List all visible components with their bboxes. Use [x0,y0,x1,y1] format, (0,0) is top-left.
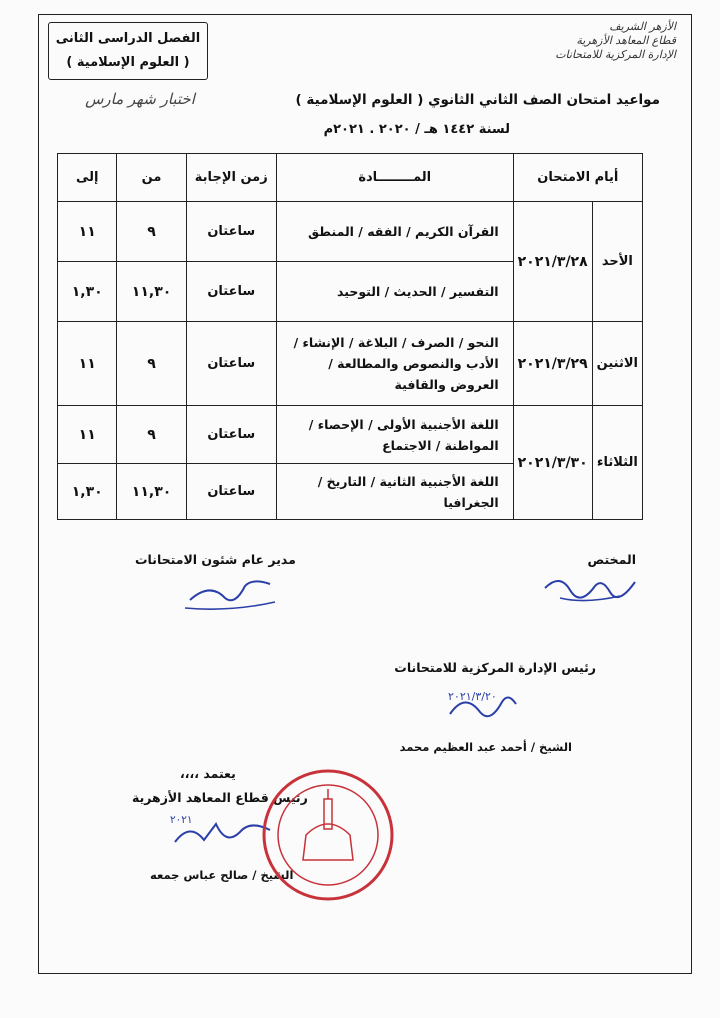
table-header-row [58,154,643,202]
header-duration: زمن الإجابة [186,154,276,202]
semester-label: الفصل الدراسى الثانى [55,31,201,46]
header-to: إلى [58,154,117,202]
duration-cell: ساعتان [186,322,276,406]
day-cell: الثلاثاء [592,406,642,520]
specialist-label: المختص [587,552,636,567]
org-line-1: الأزهر الشريف [609,20,676,33]
date-cell: ٢٠٢١/٣/٢٨ [513,202,592,322]
subject-cell: التفسير / الحديث / التوحيد [276,262,513,322]
central-head-name: الشيخ / أحمد عبد العظيم محمد [399,740,572,754]
to-cell: ١,٣٠ [58,262,117,322]
header-from: من [117,154,186,202]
duration-cell: ساعتان [186,262,276,322]
from-cell: ٩ [117,322,186,406]
day-cell: الاثنين [592,322,642,406]
subject-cell: اللغة الأجنبية الأولى / الإحصاء / المواطنة / الاجتماع [276,406,513,464]
from-cell: ١١,٣٠ [117,464,186,520]
table-row [58,322,643,406]
approve-label: يعتمد ،،،، [180,766,236,781]
organization-header [526,20,676,62]
duration-cell: ساعتان [186,202,276,262]
director-label: مدير عام شئون الامتحانات [135,552,296,567]
duration-cell: ساعتان [186,464,276,520]
org-line-3: الإدارة المركزية للامتحانات [555,48,676,61]
subject-cell: النحو / الصرف / البلاغة / الإنشاء / الأدب والنصوص والمطالعة / العروض والقافية [276,322,513,406]
duration-cell: ساعتان [186,406,276,464]
to-cell: ١,٣٠ [58,464,117,520]
director-signature [180,572,280,614]
sector-head-date: ٢٠٢١ [170,814,193,826]
header-subject: المــــــــادة [276,154,513,202]
from-cell: ١١,٣٠ [117,262,186,322]
day-cell: الأحد [592,202,642,322]
page-title: مواعيد امتحان الصف الثاني الثانوي ( العلوم الإسلامية ) [295,92,660,108]
academic-year: لسنة ١٤٤٢ هـ / ٢٠٢٠ . ٢٠٢١م [323,122,510,137]
org-line-2: قطاع المعاهد الأزهرية [576,34,676,47]
table-row [58,202,643,262]
central-head-label: رئيس الإدارة المركزية للامتحانات [394,660,596,675]
subject-cell: اللغة الأجنبية الثانية / التاريخ / الجغرافيا [276,464,513,520]
semester-box [48,22,208,80]
to-cell: ١١ [58,202,117,262]
handwritten-note: اختبار شهر مارس [85,90,195,108]
branch-label: ( العلوم الإسلامية ) [66,55,190,70]
central-head-date: ٢٠٢١/٣/٢٠ [448,690,497,703]
date-cell: ٢٠٢١/٣/٢٩ [513,322,592,406]
specialist-signature [540,568,640,608]
sector-head-label: رئيس قطاع المعاهد الأزهرية [132,790,308,805]
from-cell: ٩ [117,406,186,464]
sector-head-name: الشيخ / صالح عباس جمعه [150,868,294,882]
date-cell: ٢٠٢١/٣/٣٠ [513,406,592,520]
official-stamp [258,765,398,905]
from-cell: ٩ [117,202,186,262]
table-row [58,406,643,464]
header-days: أيام الامتحان [513,154,642,202]
to-cell: ١١ [58,406,117,464]
exam-schedule-table [57,153,643,520]
to-cell: ١١ [58,322,117,406]
subject-cell: القرآن الكريم / الفقه / المنطق [276,202,513,262]
